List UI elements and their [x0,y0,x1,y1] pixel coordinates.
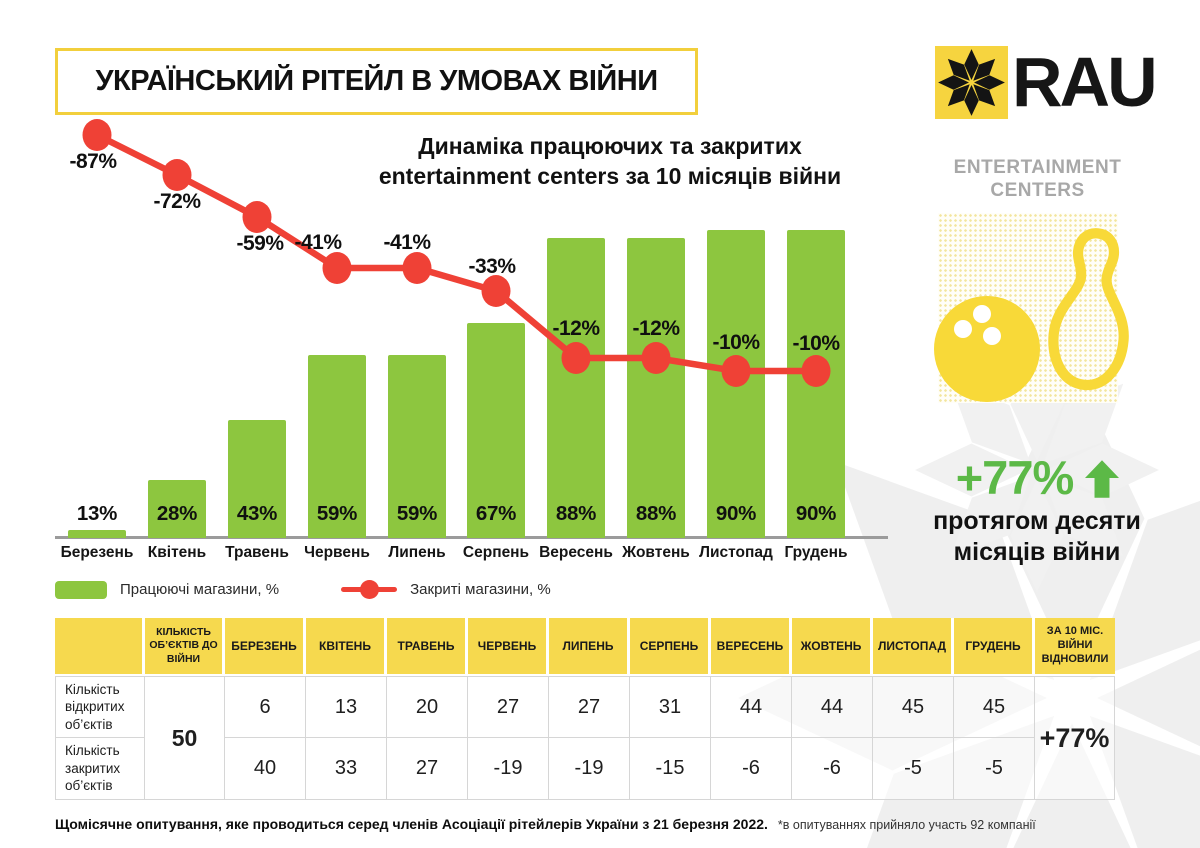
line-value-label: -41% [294,231,342,254]
table-header-cell: БЕРЕЗЕНЬ [225,618,306,676]
footer-survey-note: Щомісячне опитування, яке проводиться серед членів Асоціації рітейлерів України з 21 березня 2022. [55,816,768,832]
table-row-label: Кількість закритих об’єктів [55,738,145,800]
table-header-cell: ЗА 10 МІС. ВІЙНИ ВІДНОВИЛИ [1035,618,1115,676]
rau-logo-text: RAU [1012,43,1155,121]
table-header-cell: КВІТЕНЬ [306,618,387,676]
bar-value-label: 90% [715,502,757,525]
recovered-percent-cell: +77% [1035,676,1115,800]
bar-value-label: 90% [795,502,837,525]
table-cell: 40 [225,738,306,800]
bar-value-label: 13% [76,502,118,525]
table-header-cell: ЛИСТОПАД [873,618,954,676]
table-header-cell: ЛИПЕНЬ [549,618,630,676]
table-cell: 44 [711,676,792,738]
legend-item-open-stores: Працюючі магазини, % [55,581,279,599]
table-cell: 31 [630,676,711,738]
table-header-cell: ВЕРЕСЕНЬ [711,618,792,676]
table-cell: 27 [549,676,630,738]
table-cell: 33 [306,738,387,800]
table-header-cell: ЧЕРВЕНЬ [468,618,549,676]
monthly-data-table [55,618,1115,800]
month-label: Квітень [147,544,207,561]
growth-stat-value: +77% [955,451,1074,504]
table-cell: 20 [387,676,468,738]
month-label: Травень [225,544,289,561]
footer-participants-note: *в опитуваннях прийняло участь 92 компанії [777,818,1036,832]
line-value-label: -41% [383,231,431,254]
table-cell: 44 [792,676,873,738]
green-bar-swatch [55,581,107,599]
line-dot [403,252,432,284]
line-value-label: -12% [632,317,680,340]
table-cell: 27 [468,676,549,738]
line-dot [163,159,192,191]
table-cell: -5 [873,738,954,800]
bar-value-label: 67% [475,502,517,525]
line-dot [83,119,112,151]
table-header-cell: ГРУДЕНЬ [954,618,1035,676]
month-label: Серпень [462,544,530,561]
table-cell: -6 [792,738,873,800]
page-title-box [55,48,698,115]
sidebar-heading: ENTERTAINMENT CENTERS [953,157,1122,201]
bar-value-label: 59% [396,502,438,525]
bar-value-label: 43% [236,502,278,525]
month-label: Жовтень [622,544,690,561]
month-label: Грудень [784,544,848,561]
month-label: Вересень [539,544,613,561]
red-line-swatch [341,580,397,599]
table-header-cell: ЖОВТЕНЬ [792,618,873,676]
up-arrow-icon [1085,460,1119,498]
table-cell: 45 [873,676,954,738]
chart-legend [55,580,551,599]
line-dot [642,342,671,374]
bar-value-label: 88% [555,502,597,525]
line-dot [323,252,352,284]
bar-value-label: 88% [635,502,677,525]
line-value-label: -33% [468,255,516,278]
line-dot [243,201,272,233]
rau-logo [935,43,1155,121]
table-cell: -19 [549,738,630,800]
table-cell: 27 [387,738,468,800]
bowling-ball-icon [934,296,1040,402]
growth-stat [930,450,1145,505]
line-dot [722,355,751,387]
closed-stores-line [55,120,867,538]
bar-line-chart [55,120,867,561]
table-cell: 6 [225,676,306,738]
line-value-label: -72% [153,190,201,213]
bar-value-label: 28% [156,502,198,525]
line-value-label: -10% [792,332,840,355]
table-header-cell [55,618,145,676]
growth-stat-caption: протягом десяти місяців війни [933,507,1141,567]
month-label: Липень [388,544,446,561]
line-value-label: -12% [552,317,600,340]
line-dot [802,355,831,387]
chart-title: Динаміка працюючих та закритих entertainment centers за 10 місяців війни [378,133,842,190]
legend-item-closed-stores: Закриті магазини, % [341,580,551,599]
bar-value-label: 59% [316,502,358,525]
table-cell: -15 [630,738,711,800]
table-cell: -19 [468,738,549,800]
table-header-cell: ТРАВЕНЬ [387,618,468,676]
prewar-count-cell: 50 [145,676,225,800]
line-value-label: -10% [712,331,760,354]
month-label: Березень [60,544,134,561]
month-label: Червень [304,544,370,561]
table-cell: -5 [954,738,1035,800]
line-value-label: -59% [236,232,284,255]
line-value-label: -87% [69,150,117,173]
month-label: Листопад [699,544,773,561]
page-title: УКРАЇНСЬКИЙ РІТЕЙЛ В УМОВАХ ВІЙНИ [95,65,658,97]
rau-star-icon [935,46,1008,119]
table-cell: -6 [711,738,792,800]
table-cell: 13 [306,676,387,738]
table-header-cell: КІЛЬКІСТЬ ОБ’ЄКТІВ ДО ВІЙНИ [145,618,225,676]
bowling-pin-icon [1036,211,1146,408]
table-row-label: Кількість відкритих об’єктів [55,676,145,738]
footer [55,816,1036,834]
table-cell: 45 [954,676,1035,738]
table-header-cell: СЕРПЕНЬ [630,618,711,676]
line-dot [482,275,511,307]
line-dot [562,342,591,374]
